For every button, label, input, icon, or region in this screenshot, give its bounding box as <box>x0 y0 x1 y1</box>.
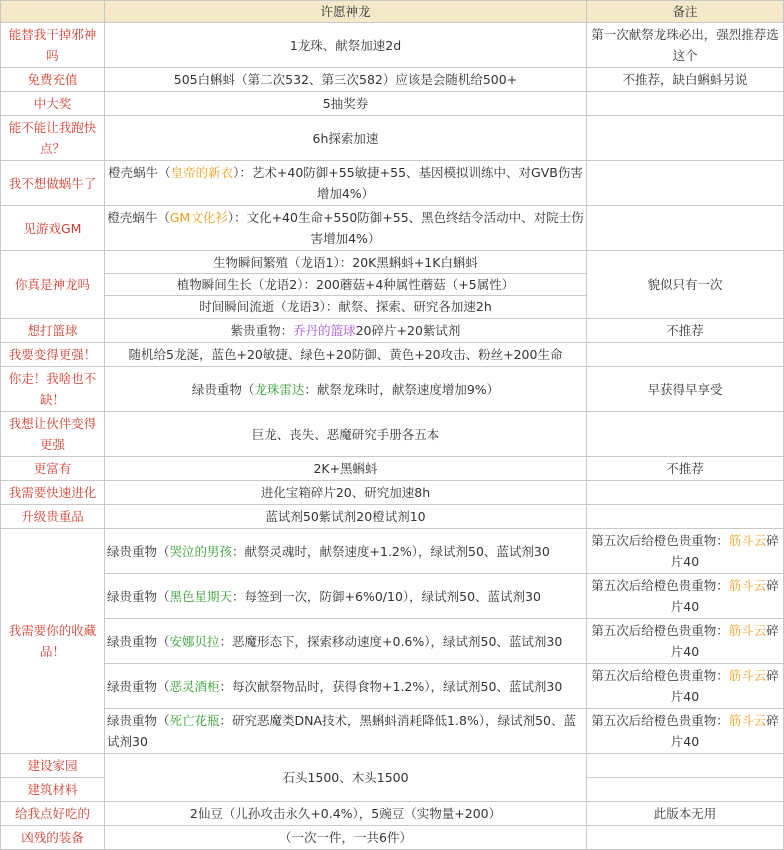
wish-reward <box>105 251 587 319</box>
table-row <box>1 23 784 68</box>
wish-reward: （一次一件，一共6件） <box>105 826 587 850</box>
wish-note: 早获得早享受 <box>587 367 784 412</box>
wish-note: 貌似只有一次 <box>587 251 784 319</box>
wish-question: 免费充值 <box>1 68 105 92</box>
note-text: 碎片40 <box>670 713 779 749</box>
table-row <box>1 343 784 367</box>
wish-question: 建设家园 <box>1 754 105 778</box>
wish-question: 能不能让我跑快点？ <box>1 116 105 161</box>
item-name: 皇帝的新衣 <box>170 165 234 180</box>
table-row <box>1 92 784 116</box>
wish-note <box>587 619 784 664</box>
wish-note <box>587 505 784 529</box>
item-name: GM文化衫 <box>169 210 228 225</box>
header-note: 备注 <box>587 1 784 23</box>
wish-reward: 巨龙、丧失、恶魔研究手册各五本 <box>105 412 587 457</box>
reward-text: ：研究恶魔类DNA技术，黑蝌蚪消耗降低1.8%），绿试剂50、蓝试剂30 <box>107 713 576 749</box>
wish-note <box>587 412 784 457</box>
reward-text: 橙壳蜗牛（ <box>107 210 170 225</box>
wish-note <box>587 574 784 619</box>
wish-question: 你真是神龙吗 <box>1 251 105 319</box>
wish-reward: 蓝试剂50紫试剂20橙试剂10 <box>105 505 587 529</box>
dragon-language-1: 生物瞬间繁殖（龙语1）：20K黑蝌蚪+1K白蝌蚪 <box>213 255 478 270</box>
note-text: 第五次后给橙色贵重物： <box>591 623 729 638</box>
reward-text: 20碎片+20紫试剂 <box>355 323 461 338</box>
dragon-language-2: 植物瞬间生长（龙语2）：200蘑菇+4种属性蘑菇（+5属性） <box>105 273 587 295</box>
note-text: 碎片40 <box>670 623 779 659</box>
reward-text: 绿贵重物（ <box>191 381 255 397</box>
wish-question: 给我点好吃的 <box>1 802 105 826</box>
wish-reward <box>105 367 587 412</box>
table-row <box>1 664 784 709</box>
table-row <box>1 319 784 343</box>
table-row <box>1 412 784 457</box>
reward-text: 绿贵重物（ <box>107 713 170 728</box>
table-row <box>1 826 784 850</box>
wish-question: 中大奖 <box>1 92 105 116</box>
dragon-language-3: 时间瞬间流逝（龙语3）：献祭、探索、研究各加速2h <box>105 295 587 317</box>
item-name: 恶灵酒柜 <box>169 678 220 694</box>
table-row <box>1 619 784 664</box>
note-text: 碎片40 <box>670 578 779 614</box>
header-main: 许愿神龙 <box>105 1 587 23</box>
wish-question: 更富有 <box>1 457 105 481</box>
item-name: 乔丹的篮球 <box>293 323 356 338</box>
wish-note: 第一次献祭龙珠必出，强烈推荐选这个 <box>587 23 784 68</box>
wish-reward: 随机给5龙涎，蓝色+20敏捷、绿色+20防御、黄色+20攻击、粉丝+200生命 <box>105 343 587 367</box>
note-text: 第五次后给橙色贵重物： <box>591 533 729 548</box>
note-text: 碎片40 <box>670 533 779 569</box>
reward-text: ：献祭灵魂时，献祭速度+1.2%），绿试剂50、蓝试剂30 <box>232 543 550 559</box>
table-header <box>1 1 784 23</box>
table-row <box>1 481 784 505</box>
wish-question: 想打篮球 <box>1 319 105 343</box>
item-name: 死亡花瓶 <box>169 713 220 728</box>
table-row <box>1 116 784 161</box>
reward-text: ）：文化+40生命+550防御+55、黑色终结令活动中、对院士伤害增加4%） <box>227 210 584 246</box>
item-name: 黑色星期天 <box>169 588 233 604</box>
note-text: 碎片40 <box>670 668 779 704</box>
table-row <box>1 206 784 251</box>
wish-reward <box>105 206 587 251</box>
wish-reward <box>105 664 587 709</box>
wish-note: 不推荐，缺白蝌蚪另说 <box>587 68 784 92</box>
wish-note <box>587 161 784 206</box>
wish-note <box>587 343 784 367</box>
reward-text: 橙壳蜗牛（ <box>108 165 171 180</box>
wish-note <box>587 709 784 754</box>
note-text: 第五次后给橙色贵重物： <box>591 578 729 593</box>
wish-note <box>587 529 784 574</box>
wish-note: 此版本无用 <box>587 802 784 826</box>
table-row <box>1 367 784 412</box>
wish-question: 我要变得更强！ <box>1 343 105 367</box>
wish-question: 你走！我啥也不缺！ <box>1 367 105 412</box>
table-row <box>1 505 784 529</box>
reward-text: 绿贵重物（ <box>107 543 170 559</box>
wish-question: 我不想做蜗牛了 <box>1 161 105 206</box>
item-name: 龙珠雷达 <box>254 381 305 397</box>
wish-note <box>587 206 784 251</box>
note-text: 第五次后给橙色贵重物： <box>591 713 729 728</box>
wish-reward: 505白蝌蚪（第二次532、第三次582）应该是会随机给500+ <box>105 68 587 92</box>
item-name: 筋斗云 <box>728 668 767 683</box>
wish-question: 能替我干掉邪神吗 <box>1 23 105 68</box>
table-row <box>1 574 784 619</box>
wish-reward: 进化宝箱碎片20、研究加速8h <box>105 481 587 505</box>
wish-note <box>587 778 784 802</box>
wish-reward: 2仙豆（儿孙攻击永久+0.4%），5豌豆（实物量+200） <box>105 802 587 826</box>
wish-reward <box>105 709 587 754</box>
reward-text: ：献祭龙珠时，献祭速度增加9%） <box>304 381 500 397</box>
wish-question: 见游戏GM <box>1 206 105 251</box>
wish-reward: 石头1500、木头1500 <box>105 754 587 802</box>
wish-note: 不推荐 <box>587 457 784 481</box>
reward-text: 绿贵重物（ <box>107 588 170 604</box>
wish-question: 建筑材料 <box>1 778 105 802</box>
item-name: 安娜贝拉 <box>169 633 220 649</box>
wish-note <box>587 116 784 161</box>
table-row <box>1 161 784 206</box>
reward-text: ：每签到一次，防御+6%0/10），绿试剂50、蓝试剂30 <box>232 588 541 604</box>
wish-reward: 1龙珠、献祭加速2d <box>105 23 587 68</box>
wish-reward: 2K+黑蝌蚪 <box>105 457 587 481</box>
table-row <box>1 802 784 826</box>
wish-reward: 5抽奖券 <box>105 92 587 116</box>
table-row <box>1 457 784 481</box>
wish-note <box>587 92 784 116</box>
item-name: 筋斗云 <box>728 533 767 548</box>
wish-note: 不推荐 <box>587 319 784 343</box>
note-text: 第五次后给橙色贵重物： <box>591 668 729 683</box>
reward-text: ：恶魔形态下，探索移动速度+0.6%），绿试剂50、蓝试剂30 <box>219 633 563 649</box>
wish-reward <box>105 319 587 343</box>
reward-text: 紫贵重物： <box>230 323 294 338</box>
item-name: 筋斗云 <box>728 578 767 593</box>
item-name: 哭泣的男孩 <box>169 543 233 559</box>
wish-question: 升级贵重品 <box>1 505 105 529</box>
table-row <box>1 529 784 574</box>
table-row <box>1 68 784 92</box>
wish-question: 我想让伙伴变得更强 <box>1 412 105 457</box>
wish-note <box>587 664 784 709</box>
item-name: 筋斗云 <box>728 713 767 728</box>
wish-note <box>587 826 784 850</box>
wish-reward: 6h探索加速 <box>105 116 587 161</box>
wish-reward <box>105 619 587 664</box>
table-row <box>1 251 784 319</box>
table-row <box>1 754 784 778</box>
reward-text: 绿贵重物（ <box>107 633 170 649</box>
wish-reward <box>105 529 587 574</box>
wish-reward <box>105 161 587 206</box>
wish-question: 我需要快速进化 <box>1 481 105 505</box>
wish-question: 我需要你的收藏品！ <box>1 529 105 754</box>
wish-note <box>587 481 784 505</box>
wish-reward <box>105 574 587 619</box>
table-row <box>1 709 784 754</box>
wish-note <box>587 754 784 778</box>
wish-question: 凶残的装备 <box>1 826 105 850</box>
item-name: 筋斗云 <box>728 623 767 638</box>
header-empty <box>1 1 105 23</box>
reward-text: ）：艺术+40防御+55敏捷+55、基因模拟训练中、对GVB伤害增加4%） <box>233 165 583 201</box>
reward-text: 绿贵重物（ <box>107 678 170 694</box>
reward-text: ：每次献祭物品时，获得食物+1.2%），绿试剂50、蓝试剂30 <box>219 678 563 694</box>
